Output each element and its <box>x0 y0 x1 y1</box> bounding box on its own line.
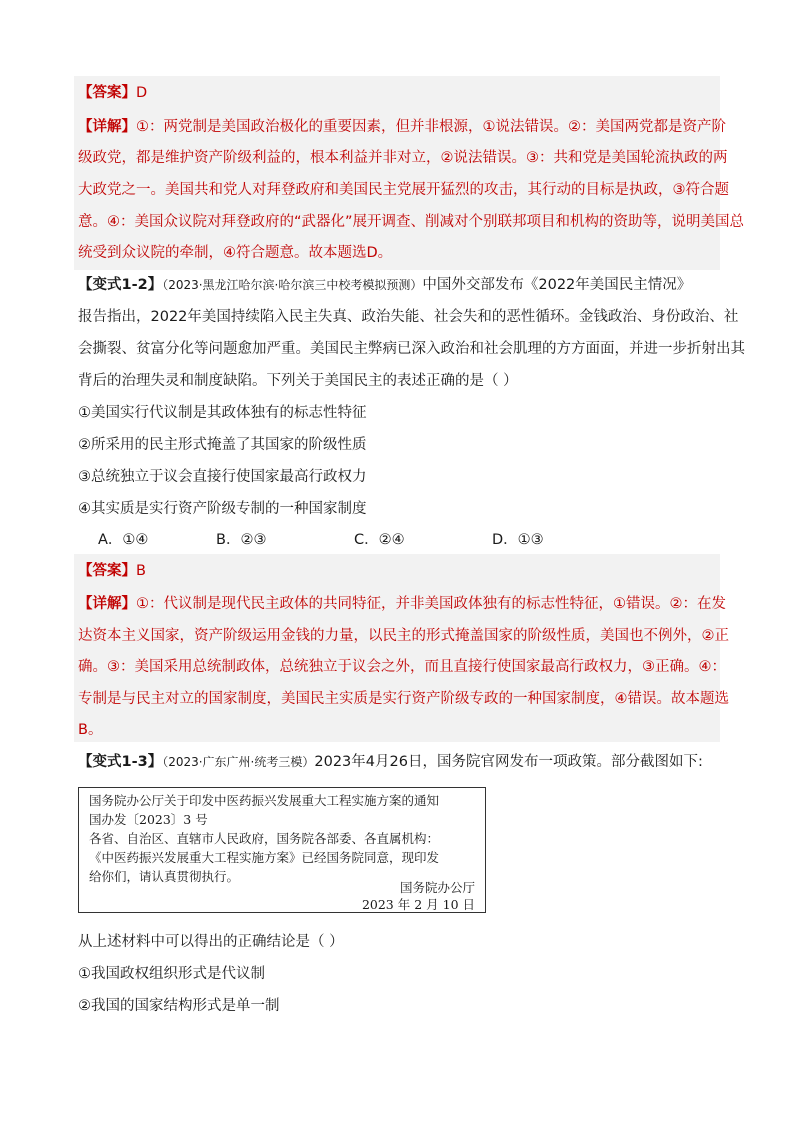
detail-1-line-1: 级政党，都是维护资产阶级利益的，根本利益并非对立，②说法错误。③：共和党是美国轮流执政的两 <box>78 150 728 166</box>
question-tag: 【变式1-2】 <box>78 277 163 293</box>
document-number: 国办发〔2023〕3 号 <box>89 812 208 827</box>
question-tag: 【变式1-3】 <box>78 754 163 770</box>
answer-2 <box>78 561 146 581</box>
option-c[interactable]: C．②④ <box>354 532 405 548</box>
option-b[interactable]: B．②③ <box>216 532 267 548</box>
detail-2-line-2: 确。③：美国采用总统制政体，总统独立于议会之外，而且直接行使国家最高行政权力，③正确。④： <box>78 659 726 675</box>
document-title: 国务院办公厅关于印发中医药振兴发展重大工程实施方案的通知 <box>89 793 440 808</box>
answer-block-2 <box>74 554 720 742</box>
question-1-2-line-1: 报告指出，2022年美国持续陷入民主失真、政治失能、社会失和的恶性循环。金钱政治、身份政治、社 <box>78 309 739 325</box>
detail-label: 【详解】 <box>78 596 136 612</box>
detail-label: 【详解】 <box>78 119 136 135</box>
detail-2-line-3: 专制是与民主对立的国家制度，美国民主实质是实行资产阶级专政的一种国家制度，④错误。故本题选 <box>78 691 729 707</box>
question-source: （2023·黑龙江哈尔滨·哈尔滨三中校考模拟预测） <box>162 278 423 292</box>
statement-3: ③总统独立于议会直接行使国家最高行政权力 <box>78 469 367 485</box>
question-1-3-prompt: 从上述材料中可以得出的正确结论是（ ） <box>78 934 344 950</box>
question-1-2-line-3: 背后的治理失灵和制度缺陷。下列关于美国民主的表述正确的是（ ） <box>78 373 518 389</box>
document-date: 2023 年 2 月 10 日 <box>361 897 475 912</box>
detail-2-line-4: B。 <box>78 722 103 738</box>
detail-2-line-0: 【详解】①：代议制是现代民主政体的共同特征，并非美国政体独有的标志性特征，①错误。②：在发 <box>78 596 726 612</box>
statement-1: ①美国实行代议制是其政体独有的标志性特征 <box>78 405 367 421</box>
option-a[interactable]: A．①④ <box>98 532 149 548</box>
answer-block-1 <box>74 76 720 270</box>
statement-2: ②我国的国家结构形式是单一制 <box>78 998 280 1014</box>
statement-2: ②所采用的民主形式掩盖了其国家的阶级性质 <box>78 437 367 453</box>
question-1-2-line-0: 【变式1-2】（2023·黑龙江哈尔滨·哈尔滨三中校考模拟预测）中国外交部发布《2022年美国民主情况》 <box>78 277 692 293</box>
answer-label: 【答案】 <box>78 563 136 579</box>
answer-value: B <box>136 563 146 579</box>
document-addressee: 各省、自治区、直辖市人民政府，国务院各部委、各直属机构： <box>89 831 440 846</box>
policy-document-excerpt <box>78 787 486 913</box>
detail-1-line-0: 【详解】①：两党制是美国政治极化的重要因素，但并非根源，①说法错误。②：美国两党都是资产阶 <box>78 119 726 135</box>
answer-1 <box>78 83 147 103</box>
answer-label: 【答案】 <box>78 85 136 101</box>
statement-1: ①我国政权组织形式是代议制 <box>78 966 265 982</box>
option-d[interactable]: D．①③ <box>492 532 544 548</box>
detail-2-line-1: 达资本主义国家，资产阶级运用金钱的力量，以民主的形式掩盖国家的阶级性质，美国也不例外，②正 <box>78 628 729 644</box>
document-signer: 国务院办公厅 <box>399 880 475 895</box>
answer-value: D <box>136 85 148 101</box>
question-1-3-line-0: 【变式1-3】（2023·广东广州·统考三模）2023年4月26日，国务院官网发布一项政策。部分截图如下: <box>78 754 703 770</box>
detail-1-line-3: 意。④：美国众议院对拜登政府的“武器化”展开调查、削减对个别联邦项目和机构的资助等，说明美国总 <box>78 214 745 230</box>
detail-1-line-4: 统受到众议院的牵制，④符合题意。故本题选D。 <box>78 245 393 261</box>
question-source: （2023·广东广州·统考三模） <box>162 755 315 769</box>
statement-4: ④其实质是实行资产阶级专制的一种国家制度 <box>78 501 367 517</box>
detail-1-line-2: 大政党之一。美国共和党人对拜登政府和美国民主党展开猛烈的攻击，其行动的目标是执政，③符合题 <box>78 182 729 198</box>
question-1-2-line-2: 会撕裂、贫富分化等问题愈加严重。美国民主弊病已深入政治和社会肌理的方方面面，并进一步折射出其 <box>78 341 745 357</box>
document-body-line-1: 《中医药振兴发展重大工程实施方案》已经国务院同意，现印发 <box>89 850 440 865</box>
document-body-line-2: 给你们，请认真贯彻执行。 <box>89 869 240 884</box>
